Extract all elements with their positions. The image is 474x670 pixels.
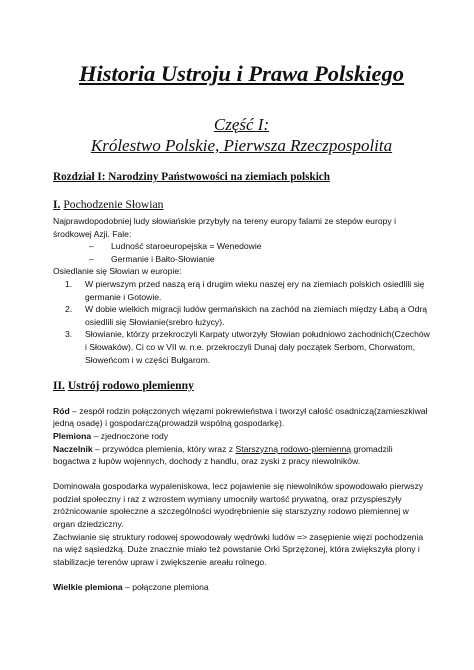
section-heading-2 (53, 379, 430, 393)
part-subtitle: Królestwo Polskie, Pierwsza Rzeczpospolita (90, 136, 393, 155)
definition-rod: Ród – zespół rodzin połączonych więzami pokrewieństwa i tworzył całość osadniczą(zamieszkiwał jedną osadę) i gospodarczą(prowadził wspólną gospodarkę). (53, 405, 428, 429)
part-title: Część I: (213, 115, 270, 134)
chapter-heading: Rozdział I: Narodziny Państwowości na ziemiach polskich (53, 171, 330, 183)
definition-wielkie-plemiona: Wielkie plemiona – połączone plemiona (53, 582, 209, 593)
section-heading-1 (53, 198, 430, 212)
section-title: Pochodzenie Słowian (63, 198, 164, 211)
dash-bullet: – (89, 253, 94, 264)
underlined-term: Starszyzną rodowo-plemienną (235, 443, 352, 454)
settlement-list (53, 278, 430, 366)
list-item: – Germanie i Bałto-Słowianie (89, 253, 215, 264)
section-title: Ustrój rodowo plemienny (67, 378, 194, 392)
section-number: II. (53, 378, 65, 392)
definition-naczelnik: Naczelnik – przywódca plemienia, który wraz z Starszyzną rodowo-plemienną gromadzili bogactwa z łupów wojennych, dochody z handlu, oraz zyski z pracy niewolników. (53, 443, 393, 467)
section-number: I. (53, 198, 61, 211)
change-paragraph: Zachwianie się struktury rodowej spowodowały wędrówki ludów => zasępienie więzi pochodzenia na więź sąsiedzką. Duże znacznie miało też powstanie Orki Sprzężonej, która zwiększyła plony i stabilizacje terenów upraw i zwiększenie areału rolnego. (53, 531, 424, 567)
definition-plemiona: Plemiona – zjednoczone rody (53, 430, 169, 441)
settlement-intro: Osiedlanie się Słowian w europie: (53, 266, 182, 277)
dash-bullet: – (89, 241, 94, 252)
economy-paragraph: Dominowała gospodarka wypaleniskowa, lecz pojawienie się niewolników spowodowało pierwszy podział społeczny i raz z wzrostem wymiany umocniły wartość prywatną, oraz przyspieszyły zróżnicowanie społeczne a szczególności wyodrębnienie się starszyzny rodowo plemiennej w organ dziedziczny. (53, 481, 424, 530)
document-title: Historia Ustroju i Prawa Polskiego (78, 61, 405, 86)
intro-paragraph: Najprawdopodobniej ludy słowiańskie przybyły na tereny europy falami ze stepów europy i środkowej Azji. Fale: (53, 216, 396, 239)
list-item: 1. W pierwszym przed naszą erą i drugim wieku naszej ery na ziemiach polskich osiedlili się germanie i Gotowie. (65, 278, 425, 302)
list-item: 3. Słowianie, którzy przekroczyli Karpaty utworzyły Słowian południowo zachodnich(Czechów i Słowaków). Ci co w VII w. n.e. przekroczyli Dunaj dały początek Serbom, Chorwatom, Słoweńcom i w części Bułgarom. (65, 329, 430, 365)
waves-list (53, 240, 430, 265)
list-item: – Ludność staroeuropejska = Wenedowie (89, 241, 262, 252)
list-item: 2. W dobie wielkich migracji ludów germańskich na zachód na ziemiach między Łabą a Odrą osiedlili się Słowianie(srebro łużycy). (65, 304, 428, 327)
